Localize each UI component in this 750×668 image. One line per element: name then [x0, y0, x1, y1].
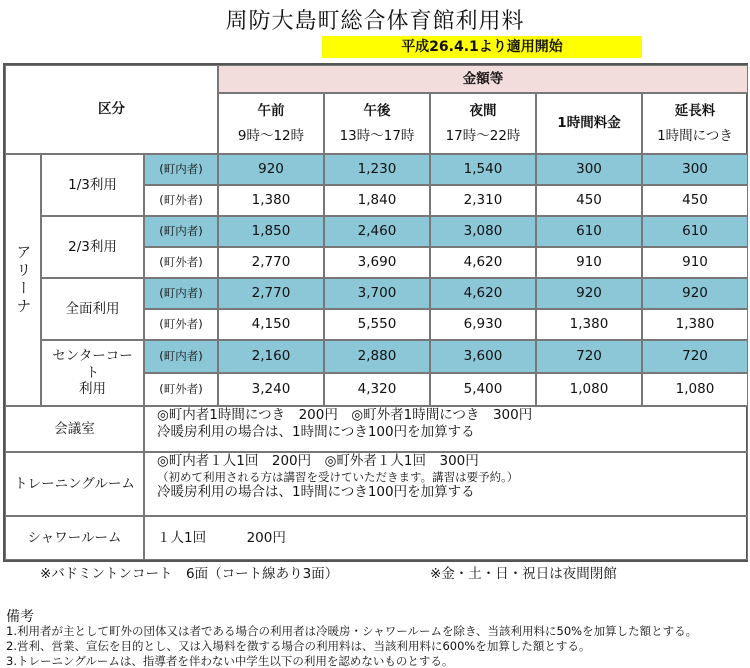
group-label-1-3: 1/3利用: [41, 154, 144, 216]
fee-cell: 2,880: [324, 340, 430, 373]
header-yakan: [430, 93, 536, 154]
header-gogo: [324, 93, 430, 154]
fee-cell: 5,400: [430, 373, 536, 406]
fee-cell: 910: [536, 247, 642, 278]
fee-cell: 2,770: [218, 278, 324, 309]
header-extension-sub: 1時間につき: [657, 127, 733, 144]
fee-cell: 1,230: [324, 154, 430, 185]
user-type-cell: (町外者): [144, 309, 218, 340]
fee-cell: 300: [642, 154, 748, 185]
closed-note: ※金・土・日・祝日は夜間閉館: [430, 566, 617, 582]
training-room-line2: （初めて利用される方は講習を受けていただきます。講習は要予約。）: [157, 469, 519, 484]
header-kubun: 区分: [5, 65, 218, 154]
fee-cell: 2,160: [218, 340, 324, 373]
fee-cell: 3,240: [218, 373, 324, 406]
effective-date-banner: 平成26.4.1より適用開始: [322, 36, 642, 58]
fee-cell: 450: [536, 185, 642, 216]
fee-cell: 1,080: [642, 373, 748, 406]
training-room-label: トレーニングルーム: [5, 452, 144, 516]
remark-item: 1.利用者が主として町外の団体又は者である場合の利用者は冷暖房・シャワールームを除き、当該利用料に50%を加算した額とする。: [6, 624, 698, 638]
fee-cell: 920: [642, 278, 748, 309]
fee-cell: 910: [642, 247, 748, 278]
shower-room-details: １人1回 200円: [144, 516, 748, 560]
header-gozen-time: 9時～12時: [237, 127, 305, 144]
fee-cell: 450: [642, 185, 748, 216]
remark-item: 2.営利、営業、宣伝を目的とし、又は入場料を徴する場合の利用料は、当該利用料に600%を加算した額とする。: [6, 639, 591, 653]
user-type-cell: (町外者): [144, 185, 218, 216]
user-type-cell: (町外者): [144, 247, 218, 278]
user-type-cell: (町内者): [144, 278, 218, 309]
fee-cell: 4,620: [430, 278, 536, 309]
meeting-room-line2: 冷暖房利用の場合は、1時間につき100円を加算する: [157, 423, 475, 440]
fee-cell: 3,080: [430, 216, 536, 247]
fee-cell: 5,550: [324, 309, 430, 340]
header-hourly: 1時間料金: [536, 93, 642, 154]
training-room-line3: 冷暖房利用の場合は、1時間につき100円を加算する: [157, 484, 475, 501]
fee-cell: 300: [536, 154, 642, 185]
header-kingaku: 金額等: [218, 65, 748, 93]
user-type-cell: (町外者): [144, 373, 218, 406]
training-room-line1: ◎町内者１人1回 200円 ◎町外者１人1回 300円: [157, 453, 479, 469]
user-type-cell: (町内者): [144, 154, 218, 185]
fee-table: [3, 63, 748, 562]
fee-cell: 2,460: [324, 216, 430, 247]
fee-cell: 2,310: [430, 185, 536, 216]
fee-cell: 1,080: [536, 373, 642, 406]
group-label-full: 全面利用: [41, 278, 144, 340]
fee-cell: 4,320: [324, 373, 430, 406]
center-court-line3: 利用: [79, 381, 106, 398]
fee-cell: 1,380: [536, 309, 642, 340]
user-type-cell: (町内者): [144, 216, 218, 247]
header-yakan-label: 夜間: [469, 102, 497, 119]
group-label-center-court: [41, 340, 144, 406]
fee-cell: 610: [642, 216, 748, 247]
group-label-2-3: 2/3利用: [41, 216, 144, 278]
page-title: 周防大島町総合体育館利用料: [225, 9, 525, 34]
fee-cell: 4,620: [430, 247, 536, 278]
training-room-details: [144, 452, 748, 516]
fee-cell: 610: [536, 216, 642, 247]
header-yakan-time: 17時～22時: [445, 127, 521, 144]
fee-cell: 3,600: [430, 340, 536, 373]
remarks-title: 備考: [6, 609, 34, 625]
fee-cell: 920: [536, 278, 642, 309]
fee-cell: 1,380: [642, 309, 748, 340]
header-gogo-time: 13時～17時: [339, 127, 415, 144]
fee-cell: 3,700: [324, 278, 430, 309]
meeting-room-details: [144, 406, 748, 452]
center-court-line2: ト: [85, 364, 100, 381]
fee-cell: 720: [642, 340, 748, 373]
fee-cell: 4,150: [218, 309, 324, 340]
fee-cell: 1,380: [218, 185, 324, 216]
fee-cell: 1,840: [324, 185, 430, 216]
header-extension-label: 延長料: [674, 102, 716, 119]
shower-room-label: シャワールーム: [5, 516, 144, 560]
fee-cell: 6,930: [430, 309, 536, 340]
badminton-note: ※バドミントンコート 6面（コート線あり3面）: [40, 566, 339, 582]
meeting-room-line1: ◎町内者1時間につき 200円 ◎町外者1時間につき 300円: [157, 407, 533, 423]
header-gozen-label: 午前: [257, 102, 285, 119]
header-extension: [642, 93, 748, 154]
meeting-room-label: 会議室: [5, 406, 144, 452]
fee-cell: 1,540: [430, 154, 536, 185]
fee-cell: 1,850: [218, 216, 324, 247]
user-type-cell: (町内者): [144, 340, 218, 373]
remark-item: 3.トレーニングルームは、指導者を伴わない中学生以下の利用を認めないものとする。: [6, 654, 454, 668]
header-gozen: [218, 93, 324, 154]
arena-label: アリーナ: [5, 154, 41, 406]
center-court-line1: センターコー: [52, 347, 133, 364]
fee-cell: 2,770: [218, 247, 324, 278]
fee-cell: 920: [218, 154, 324, 185]
fee-cell: 3,690: [324, 247, 430, 278]
header-gogo-label: 午後: [363, 102, 391, 119]
fee-cell: 720: [536, 340, 642, 373]
